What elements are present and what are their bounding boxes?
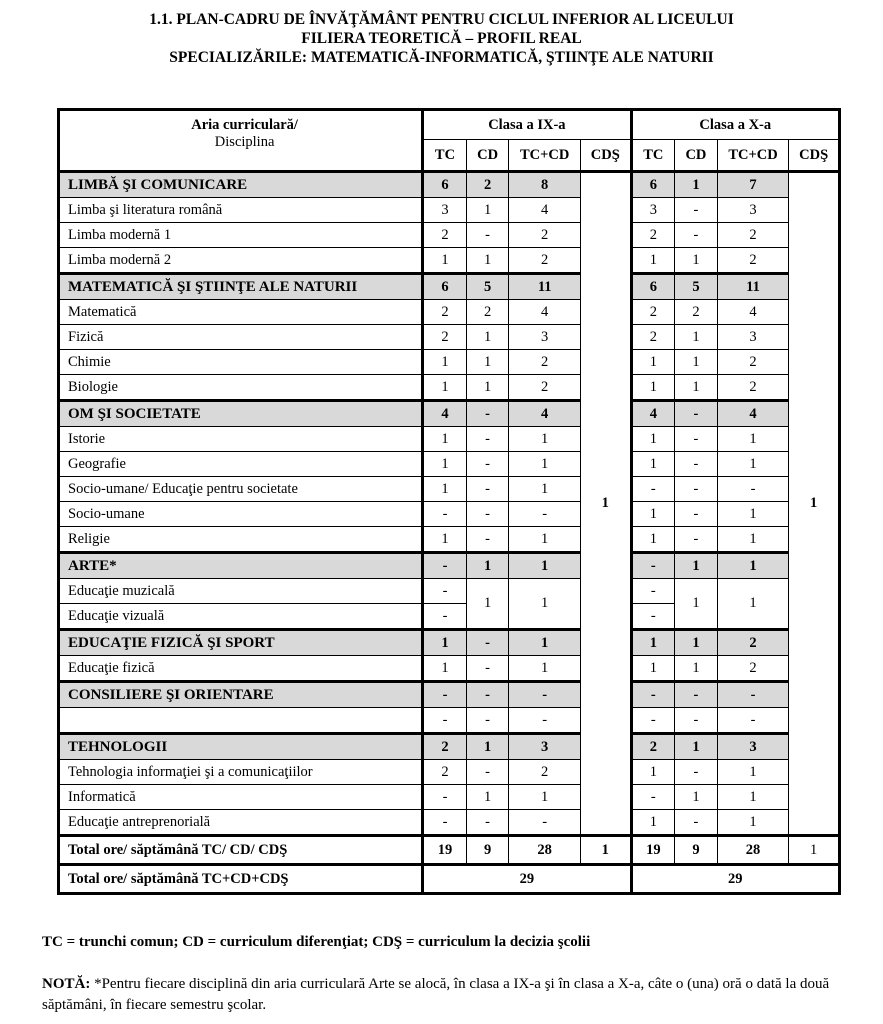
discipline-name: Socio-umane/ Educaţie pentru societate <box>59 477 423 502</box>
discipline-name: MATEMATICĂ ŞI ŞTIINŢE ALE NATURII <box>59 274 423 300</box>
cell: - <box>466 477 509 502</box>
total-row <box>59 836 840 865</box>
cell: 1 <box>717 452 789 477</box>
discipline-name: Chimie <box>59 350 423 375</box>
cell: 6 <box>423 172 467 198</box>
discipline-name: LIMBĂ ŞI COMUNICARE <box>59 172 423 198</box>
cell: 19 <box>423 836 467 865</box>
cell: - <box>466 427 509 452</box>
discipline-name: TEHNOLOGII <box>59 734 423 760</box>
cell: 1 <box>631 527 675 553</box>
header-discipline-label: Disciplina <box>214 134 275 150</box>
cell: 2 <box>466 300 509 325</box>
col-cds: CDŞ <box>580 140 631 172</box>
col-tccd: TC+CD <box>717 140 789 172</box>
discipline-row <box>59 452 840 477</box>
cell: 1 <box>717 553 789 579</box>
cell: 1 <box>675 630 718 656</box>
cell: 1 <box>631 760 675 785</box>
cell: 2 <box>717 656 789 682</box>
group-row <box>59 553 840 579</box>
cell: 1 <box>509 785 581 810</box>
cell: 1 <box>717 502 789 527</box>
cell: 1 <box>423 248 467 274</box>
cell: 28 <box>509 836 581 865</box>
group-row <box>59 401 840 427</box>
cell: - <box>466 810 509 836</box>
cell: - <box>466 401 509 427</box>
cell: 1 <box>717 785 789 810</box>
discipline-name: Limba şi literatura română <box>59 198 423 223</box>
header-class-9: Clasa a IX-a <box>423 110 631 140</box>
group-row <box>59 274 840 300</box>
cell: 2 <box>509 350 581 375</box>
cell: 2 <box>423 734 467 760</box>
discipline-name: Fizică <box>59 325 423 350</box>
cell: - <box>631 604 675 630</box>
discipline-name: Matematică <box>59 300 423 325</box>
cell: 2 <box>423 223 467 248</box>
discipline-name: Limba modernă 1 <box>59 223 423 248</box>
cell: 1 <box>466 248 509 274</box>
cell: - <box>631 553 675 579</box>
cell: 3 <box>423 198 467 223</box>
cell: 1 <box>580 836 631 865</box>
cell: - <box>466 527 509 553</box>
cell: - <box>423 682 467 708</box>
cell: 9 <box>466 836 509 865</box>
cell: 7 <box>717 172 789 198</box>
cell: - <box>466 630 509 656</box>
cell: 1 <box>717 810 789 836</box>
cell: 11 <box>509 274 581 300</box>
cell: 2 <box>509 760 581 785</box>
cell: 2 <box>717 350 789 375</box>
discipline-row <box>59 579 840 604</box>
cell: 1 <box>423 452 467 477</box>
cell: - <box>675 223 718 248</box>
cell: 1 <box>675 350 718 375</box>
cell: 1 <box>423 350 467 375</box>
cell: - <box>509 708 581 734</box>
cell: 1 <box>631 375 675 401</box>
note-label: NOTĂ: <box>42 976 91 992</box>
cell: 2 <box>717 375 789 401</box>
cell: 29 <box>423 865 631 894</box>
cell: - <box>423 708 467 734</box>
discipline-row <box>59 223 840 248</box>
cell: - <box>423 502 467 527</box>
cell: 1 <box>509 452 581 477</box>
cell: 2 <box>423 300 467 325</box>
cell: 2 <box>423 760 467 785</box>
cell: - <box>631 785 675 810</box>
cell: 1 <box>717 760 789 785</box>
cell: 1 <box>631 502 675 527</box>
title-line: SPECIALIZĂRILE: MATEMATICĂ-INFORMATICĂ, ŞTIINŢE ALE NATURII <box>169 49 714 66</box>
header-area <box>59 110 423 172</box>
cell: - <box>675 682 718 708</box>
cell: 1 <box>631 630 675 656</box>
cell: 2 <box>631 300 675 325</box>
cell: 1 <box>675 656 718 682</box>
cell: - <box>466 452 509 477</box>
discipline-row <box>59 527 840 553</box>
header-area-label: Aria curriculară/ <box>191 117 298 133</box>
legend: TC = trunchi comun; CD = curriculum diferenţiat; CDŞ = curriculum la decizia şcolii <box>42 934 591 950</box>
cell: 4 <box>509 198 581 223</box>
cell: 1 <box>631 656 675 682</box>
cell: - <box>717 477 789 502</box>
cell: - <box>675 198 718 223</box>
discipline-name: Tehnologia informaţiei şi a comunicaţiilor <box>59 760 423 785</box>
discipline-name: EDUCAŢIE FIZICĂ ŞI SPORT <box>59 630 423 656</box>
cell: 1 <box>423 656 467 682</box>
group-row <box>59 630 840 656</box>
cell: - <box>675 401 718 427</box>
discipline-row <box>59 198 840 223</box>
cell: 1 <box>466 785 509 810</box>
cell: 1 <box>423 630 467 656</box>
discipline-row <box>59 375 840 401</box>
note-text: *Pentru fiecare disciplină din aria curriculară Arte se alocă, în clasa a IX-a şi în clasa a X-a, câte o (una) oră o dată la două săptămâni, în fiecare semestru şcolar. <box>42 976 830 1013</box>
cell: - <box>631 682 675 708</box>
cell: 3 <box>509 734 581 760</box>
cell: 2 <box>631 223 675 248</box>
discipline-row <box>59 785 840 810</box>
cell: 5 <box>466 274 509 300</box>
cell: - <box>675 810 718 836</box>
group-row <box>59 734 840 760</box>
cell: 1 <box>717 427 789 452</box>
cell: 19 <box>631 836 675 865</box>
cell: - <box>675 452 718 477</box>
cell: 2 <box>631 734 675 760</box>
cell: 1 <box>423 527 467 553</box>
cell: 1 <box>466 375 509 401</box>
col-cd: CD <box>675 140 718 172</box>
curriculum-table <box>57 108 841 895</box>
cell: 1 <box>675 785 718 810</box>
discipline-row <box>59 502 840 527</box>
cell: 8 <box>509 172 581 198</box>
discipline-name: Biologie <box>59 375 423 401</box>
cell: 1 <box>717 527 789 553</box>
cell: 4 <box>509 300 581 325</box>
cell: - <box>675 502 718 527</box>
cell: 1 <box>675 375 718 401</box>
cell: 1 <box>675 579 718 630</box>
cell: 1 <box>675 325 718 350</box>
cell: - <box>675 760 718 785</box>
title-line: FILIERA TEORETICĂ – PROFIL REAL <box>301 30 582 47</box>
cell: 11 <box>717 274 789 300</box>
cell: - <box>675 708 718 734</box>
cell: 2 <box>509 223 581 248</box>
cell: 1 <box>631 452 675 477</box>
note <box>42 974 862 1016</box>
cell: 1 <box>423 427 467 452</box>
cell: 2 <box>675 300 718 325</box>
cell: 4 <box>717 401 789 427</box>
cell: 1 <box>423 375 467 401</box>
cell: - <box>466 760 509 785</box>
discipline-name: ARTE* <box>59 553 423 579</box>
cell: 1 <box>466 734 509 760</box>
col-tc: TC <box>423 140 467 172</box>
cell: - <box>466 656 509 682</box>
cell: 1 <box>675 553 718 579</box>
cell: - <box>717 682 789 708</box>
cell: 28 <box>717 836 789 865</box>
cell: - <box>423 604 467 630</box>
group-row <box>59 682 840 708</box>
cell: 2 <box>717 630 789 656</box>
cell: 1 <box>717 579 789 630</box>
cell: 1 <box>631 427 675 452</box>
cell: - <box>675 477 718 502</box>
cell: 1 <box>631 810 675 836</box>
cell: - <box>509 682 581 708</box>
cell: - <box>423 785 467 810</box>
col-tc: TC <box>631 140 675 172</box>
cell: - <box>631 708 675 734</box>
cell: 1 <box>789 836 840 865</box>
cell: 1 <box>466 553 509 579</box>
discipline-row <box>59 477 840 502</box>
cell: 5 <box>675 274 718 300</box>
cds-cell: 1 <box>580 172 631 836</box>
cell: 3 <box>631 198 675 223</box>
cell: 3 <box>717 325 789 350</box>
col-cds: CDŞ <box>789 140 840 172</box>
header-class-10: Clasa a X-a <box>631 110 839 140</box>
discipline-name: CONSILIERE ŞI ORIENTARE <box>59 682 423 708</box>
col-cd: CD <box>466 140 509 172</box>
cell: 1 <box>509 527 581 553</box>
cell: 1 <box>509 630 581 656</box>
cell: 4 <box>423 401 467 427</box>
cell: 2 <box>509 248 581 274</box>
cell: 1 <box>466 198 509 223</box>
total-label: Total ore/ săptămână TC/ CD/ CDŞ <box>59 836 423 865</box>
discipline-row <box>59 760 840 785</box>
discipline-name: Educaţie fizică <box>59 656 423 682</box>
cell: 1 <box>509 656 581 682</box>
cell: 1 <box>466 325 509 350</box>
cell: 6 <box>631 172 675 198</box>
cell: 2 <box>717 223 789 248</box>
cell: 2 <box>466 172 509 198</box>
cell: 1 <box>509 427 581 452</box>
discipline-row <box>59 656 840 682</box>
cell: 2 <box>631 325 675 350</box>
grand-total-row <box>59 865 840 894</box>
cell: - <box>423 553 467 579</box>
cell: - <box>466 708 509 734</box>
cell: - <box>675 527 718 553</box>
discipline-name: Informatică <box>59 785 423 810</box>
cell: 2 <box>423 325 467 350</box>
title-line: 1.1. PLAN-CADRU DE ÎNVĂŢĂMÂNT PENTRU CICLUL INFERIOR AL LICEULUI <box>149 11 734 28</box>
cell: - <box>509 810 581 836</box>
cell: - <box>631 579 675 604</box>
cell: 2 <box>717 248 789 274</box>
discipline-row <box>59 300 840 325</box>
discipline-name <box>59 708 423 734</box>
cell: - <box>717 708 789 734</box>
cell: 1 <box>466 350 509 375</box>
discipline-name: Istorie <box>59 427 423 452</box>
discipline-name: Limba modernă 2 <box>59 248 423 274</box>
discipline-row <box>59 427 840 452</box>
cell: - <box>675 427 718 452</box>
col-tccd: TC+CD <box>509 140 581 172</box>
discipline-row <box>59 350 840 375</box>
cell: 29 <box>631 865 839 894</box>
cell: 6 <box>631 274 675 300</box>
cell: 1 <box>675 734 718 760</box>
cell: 3 <box>717 198 789 223</box>
cell: 1 <box>509 477 581 502</box>
cell: 1 <box>631 248 675 274</box>
cell: 1 <box>509 579 581 630</box>
cell: 1 <box>675 172 718 198</box>
discipline-name: Geografie <box>59 452 423 477</box>
discipline-name: Educaţie antreprenorială <box>59 810 423 836</box>
discipline-name: Educaţie vizuală <box>59 604 423 630</box>
discipline-name: Educaţie muzicală <box>59 579 423 604</box>
cell: - <box>466 223 509 248</box>
cell: 1 <box>631 350 675 375</box>
cell: 1 <box>509 553 581 579</box>
discipline-name: Socio-umane <box>59 502 423 527</box>
cell: - <box>423 579 467 604</box>
cell: 1 <box>675 248 718 274</box>
discipline-row <box>59 810 840 836</box>
group-row <box>59 172 840 198</box>
cell: 4 <box>509 401 581 427</box>
discipline-row <box>59 248 840 274</box>
cell: 3 <box>717 734 789 760</box>
cell: - <box>631 477 675 502</box>
document-title <box>0 10 883 67</box>
discipline-row <box>59 708 840 734</box>
cell: 3 <box>509 325 581 350</box>
cell: 1 <box>466 579 509 630</box>
grand-total-label: Total ore/ săptămână TC+CD+CDŞ <box>59 865 423 894</box>
cell: 6 <box>423 274 467 300</box>
cds-cell: 1 <box>789 172 840 836</box>
discipline-name: OM ŞI SOCIETATE <box>59 401 423 427</box>
discipline-row <box>59 325 840 350</box>
discipline-name: Religie <box>59 527 423 553</box>
cell: - <box>423 810 467 836</box>
cell: - <box>509 502 581 527</box>
cell: 1 <box>423 477 467 502</box>
cell: - <box>466 682 509 708</box>
cell: 4 <box>631 401 675 427</box>
cell: 9 <box>675 836 718 865</box>
cell: 4 <box>717 300 789 325</box>
cell: - <box>466 502 509 527</box>
cell: 2 <box>509 375 581 401</box>
